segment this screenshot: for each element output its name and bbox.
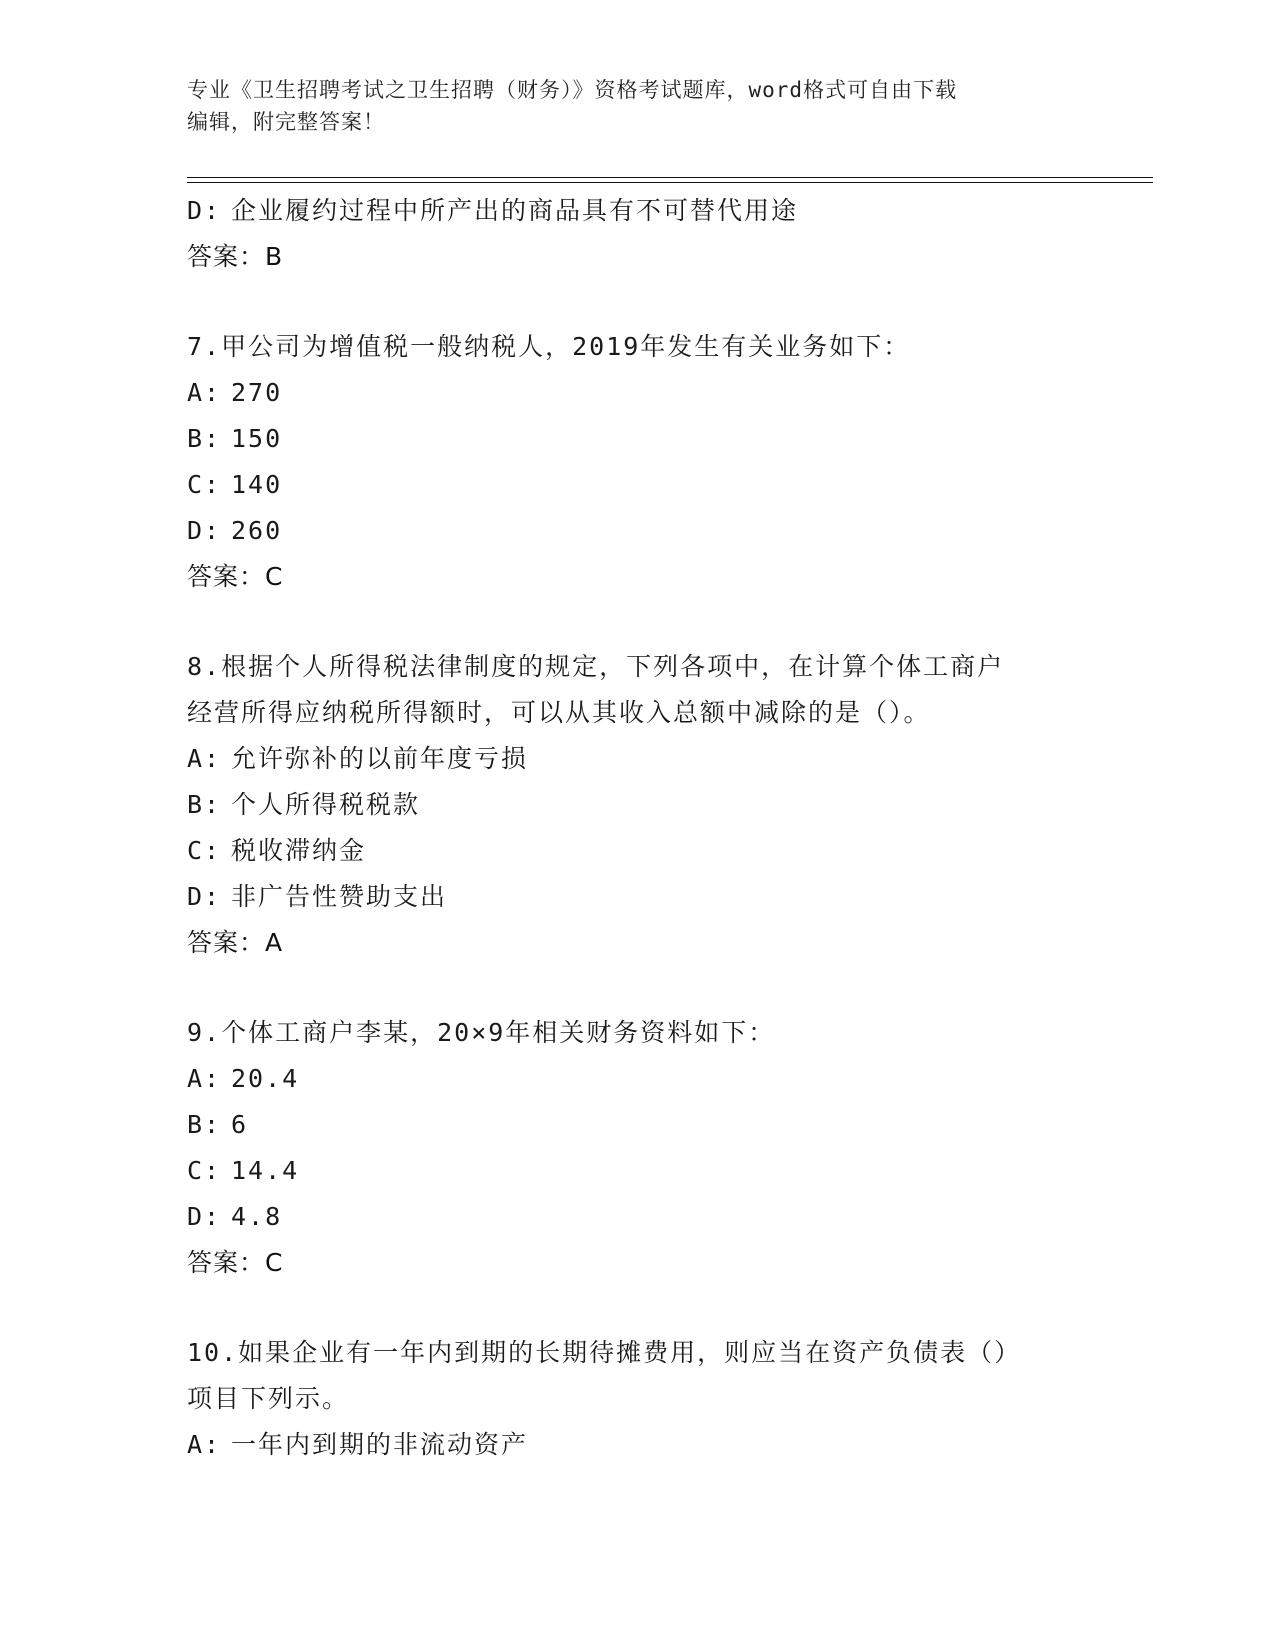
option-text: 20.4 bbox=[231, 1064, 300, 1093]
option-key: A: bbox=[187, 1430, 222, 1459]
question-7-option-a bbox=[187, 370, 1087, 416]
option-text: 企业履约过程中所产出的商品具有不可替代用途 bbox=[231, 196, 799, 225]
option-key: B: bbox=[187, 1110, 222, 1139]
question-8-stem-line-1: 8.根据个人所得税法律制度的规定，下列各项中，在计算个体工商户 bbox=[187, 652, 1005, 681]
option-key: D: bbox=[187, 882, 222, 911]
header-divider-top bbox=[187, 177, 1153, 178]
option-text: 150 bbox=[231, 424, 283, 453]
question-9-option-c bbox=[187, 1148, 1087, 1194]
spacer bbox=[187, 966, 1087, 1010]
question-9-stem: 9.个体工商户李某，20×9年相关财务资料如下： bbox=[187, 1018, 776, 1047]
question-7-option-d bbox=[187, 508, 1087, 554]
option-key: A: bbox=[187, 378, 222, 407]
question-9-option-b bbox=[187, 1102, 1087, 1148]
option-text: 270 bbox=[231, 378, 283, 407]
option-key: A: bbox=[187, 1064, 222, 1093]
option-text: 一年内到期的非流动资产 bbox=[231, 1430, 529, 1459]
question-list bbox=[187, 188, 1087, 1468]
question-8-option-a bbox=[187, 736, 1087, 782]
header-divider-bottom bbox=[187, 182, 1153, 183]
question-7-option-b bbox=[187, 416, 1087, 462]
option-key: C: bbox=[187, 470, 222, 499]
question-10-stem-line-1: 10.如果企业有一年内到期的长期待摊费用，则应当在资产负债表（） bbox=[187, 1338, 1022, 1367]
prev-question-answer: 答案：B bbox=[187, 242, 284, 271]
question-8-option-d bbox=[187, 874, 1087, 920]
option-text: 14.4 bbox=[231, 1156, 300, 1185]
option-key: D: bbox=[187, 196, 222, 225]
option-text: 6 bbox=[231, 1110, 249, 1139]
prev-question-option-d bbox=[187, 188, 1087, 234]
option-text: 260 bbox=[231, 516, 283, 545]
option-text: 非广告性赞助支出 bbox=[231, 882, 448, 911]
question-10-stem-line-2: 项目下列示。 bbox=[187, 1384, 350, 1413]
option-key: C: bbox=[187, 1156, 222, 1185]
option-key: A: bbox=[187, 744, 222, 773]
option-key: D: bbox=[187, 516, 222, 545]
header-line-1: 专业《卫生招聘考试之卫生招聘（财务）》资格考试题库，word格式可自由下载 bbox=[187, 78, 958, 102]
question-8-option-c bbox=[187, 828, 1087, 874]
question-9-answer: 答案：C bbox=[187, 1248, 284, 1277]
question-8-stem-line-2: 经营所得应纳税所得额时，可以从其收入总额中减除的是（）。 bbox=[187, 698, 931, 727]
question-7-stem: 7.甲公司为增值税一般纳税人，2019年发生有关业务如下： bbox=[187, 332, 911, 361]
header-line-2: 编辑，附完整答案！ bbox=[187, 110, 385, 134]
option-text: 税收滞纳金 bbox=[231, 836, 367, 865]
option-text: 140 bbox=[231, 470, 283, 499]
option-key: C: bbox=[187, 836, 222, 865]
option-key: B: bbox=[187, 424, 222, 453]
document-header bbox=[187, 74, 1067, 138]
option-key: D: bbox=[187, 1202, 222, 1231]
option-text: 允许弥补的以前年度亏损 bbox=[231, 744, 529, 773]
question-8-answer: 答案：A bbox=[187, 928, 284, 957]
question-7-option-c bbox=[187, 462, 1087, 508]
option-text: 个人所得税税款 bbox=[231, 790, 421, 819]
spacer bbox=[187, 1286, 1087, 1330]
option-key: B: bbox=[187, 790, 222, 819]
question-9-option-d bbox=[187, 1194, 1087, 1240]
question-9-option-a bbox=[187, 1056, 1087, 1102]
spacer bbox=[187, 600, 1087, 644]
spacer bbox=[187, 280, 1087, 324]
question-7-answer: 答案：C bbox=[187, 562, 284, 591]
question-10-option-a bbox=[187, 1422, 1087, 1468]
option-text: 4.8 bbox=[231, 1202, 283, 1231]
question-8-option-b bbox=[187, 782, 1087, 828]
